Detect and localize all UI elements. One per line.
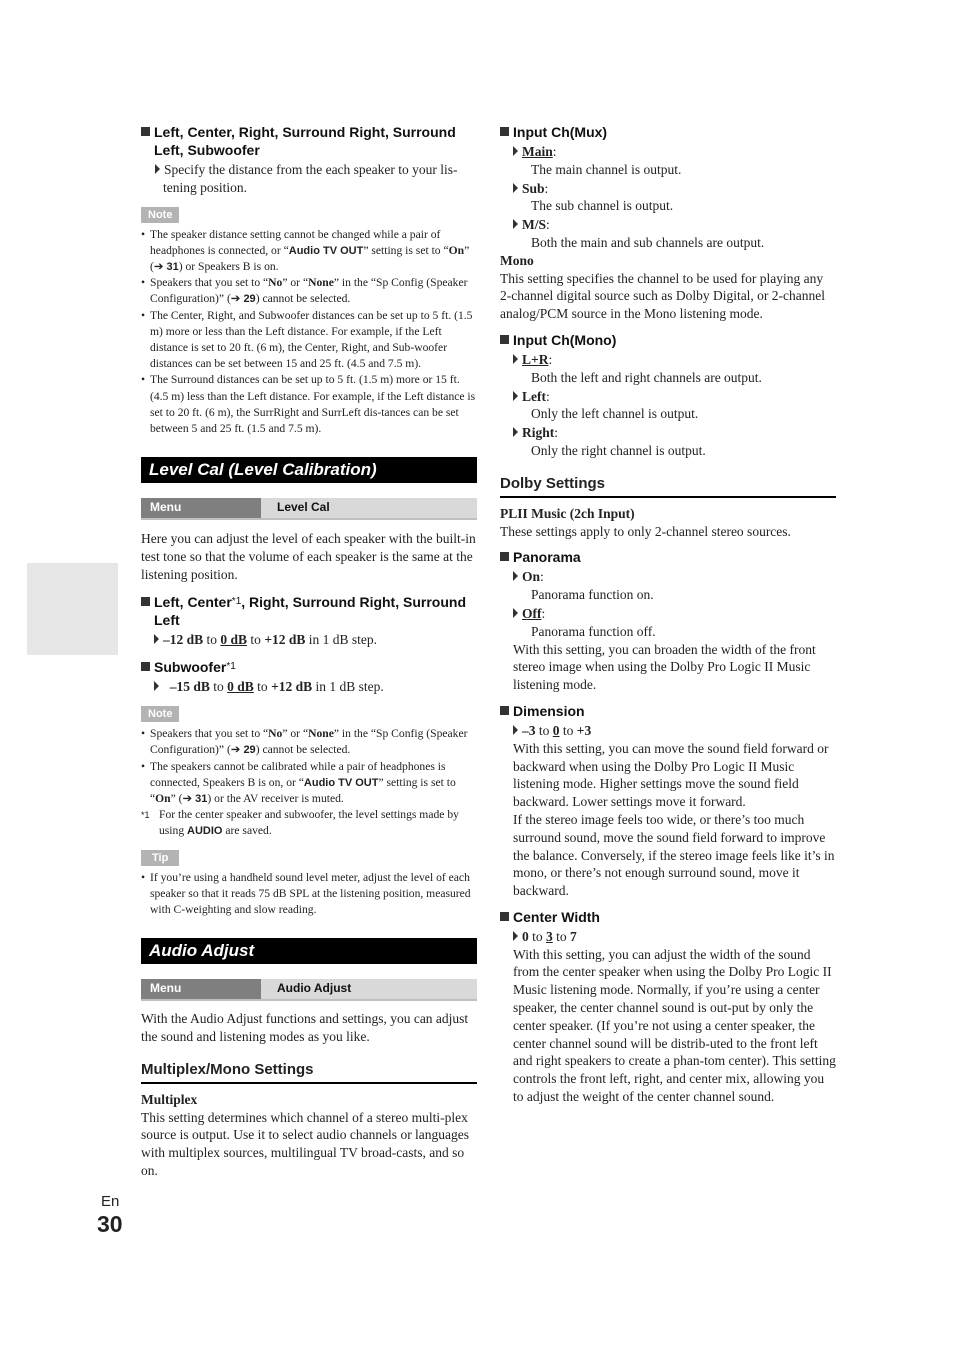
note-item: • The speakers cannot be calibrated while a pair of headphones is connected, Speakers B is on, or “Audio TV OUT” setting is set to “On” (➔ 31) or the AV receiver is muted. (141, 759, 456, 806)
dimension-desc2: If the stereo image feels too wide, or there’s too much surround sound, move the sound field forward to improve the balance. Conversely, if the stereo image feels like it’s in mono, or there’s not enough surround sound, move it backward. (513, 811, 835, 899)
multiplex-mono-heading: Multiplex/Mono Settings (141, 1060, 477, 1084)
note-badge: Note (141, 207, 179, 223)
left-column (141, 123, 477, 1180)
plii-desc: These settings apply to only 2-channel stereo sources. (500, 523, 791, 539)
footnote: *1 For the center speaker and subwoofer, the level settings made by using AUDIO are saved. (141, 808, 459, 838)
dimension-desc1: With this setting, you can move the sound field forward or backward when using the Dolby Pro Logic II Music listening mode. Higher settings move the sound field backward. Lower settings move it forward. (513, 740, 829, 810)
option-left-desc: Only the left channel is output. (531, 406, 699, 422)
arrow-icon (155, 164, 160, 174)
level-speakers-heading: Left, Center$^{*1}$, Right, Surround Right, Surround Left (141, 593, 477, 629)
option-ms-desc: Both the main and sub channels are output. (531, 234, 765, 250)
panorama-desc: With this setting, you can broaden the width of the front stereo image when using the Dolby Pro Logic II Music listening mode. (513, 641, 816, 693)
multiplex-desc: This setting determines which channel of a stereo multi-plex source is output. Use it to select audio channels or languages with multiplex sources, multilingual TV broad-casts, and so on. (141, 1109, 470, 1179)
tip-list (141, 870, 477, 919)
plii-subheading: PLII Music (2ch Input) (500, 505, 635, 521)
center-width-range: 0 to 3 to 7 (500, 928, 836, 946)
dimension-heading: Dimension (500, 702, 836, 720)
center-width-desc: With this setting, you can adjust the width of the sound from the center speaker when using the Dolby Pro Logic II Music listening mode. Normally, if you’re using a center speaker, the center channel sound is out-put by only the center speaker. (If you’re not using a center speaker, the center channel sound will be distrib-uted to the front left and right speakers to create a phan-tom center). This setting controls the front left, right, and center mix, allowing you to adjust the weight of the center channel sound. (513, 946, 836, 1105)
option-off: Off: (500, 605, 836, 623)
multiplex-subheading: Multiplex (141, 1091, 198, 1107)
mono-subheading: Mono (500, 252, 534, 268)
option-ms: M/S: (500, 216, 836, 234)
input-ch-mux-heading: Input Ch(Mux) (500, 123, 836, 141)
mono-desc: This setting specifies the channel to be used for playing any 2-channel digital source such as Dolby Digital, or 2-channel analog/PCM source in the Mono listening mode. (500, 270, 826, 322)
option-lr: L+R: (500, 351, 836, 369)
level-speakers-range: –12 dB to 0 dB to +12 dB in 1 dB step. (141, 631, 477, 649)
menu-path-level-cal: Menu Level Cal (141, 498, 477, 518)
speakers-heading: Left, Center, Right, Surround Right, Surround Left, Subwoofer (141, 123, 477, 159)
option-off-desc: Panorama function off. (531, 623, 656, 639)
note-item: • Speakers that you set to “No” or “None” in the “Sp Config (Speaker Configuration)” (➔ 29) cannot be selected. (141, 727, 468, 757)
right-column (500, 123, 836, 1106)
level-note-list (141, 726, 477, 839)
subwoofer-range: –15 dB to 0 dB to +12 dB in 1 dB step. (141, 678, 477, 696)
note-item: • Speakers that you set to “No” or “None” in the “Sp Config (Speaker Configuration)” (➔ 29) cannot be selected. (141, 276, 468, 306)
language-label: En (101, 1193, 120, 1210)
page-number (97, 1193, 123, 1237)
option-sub-desc: The sub channel is output. (531, 198, 674, 214)
menu-path-audio-adjust: Menu Audio Adjust (141, 979, 477, 999)
level-cal-intro: Here you can adjust the level of each speaker with the built-in test tone so that the volume of each speaker is the same at the listening position. (141, 531, 476, 582)
note-item: • The Surround distances can be set up to 5 ft. (1.5 m) more or 15 ft. (4.5 m) less than the Left distance. For example, if the Left distance is set to 20 ft. (6 m), the SurrRight and SurrLeft dis-tances can be set between 5 and 25 ft. (1.5 and 7.5 m). (141, 373, 476, 436)
audio-adjust-intro: With the Audio Adjust functions and settings, you can adjust the sound and listening modes as you like. (141, 1011, 469, 1045)
section-title-level-cal: Level Cal (Level Calibration) (141, 457, 477, 483)
note-item: • The speaker distance setting cannot be changed while a pair of headphones is connected, or “Audio TV OUT” setting is set to “On” (➔ 31) or Speakers B is on. (141, 227, 470, 273)
option-right-desc: Only the right channel is output. (531, 442, 706, 458)
option-right: Right: (500, 424, 836, 442)
panorama-heading: Panorama (500, 548, 836, 566)
section-title-audio-adjust: Audio Adjust (141, 938, 477, 964)
side-tab (27, 563, 118, 655)
tip-item: • If you’re using a handheld sound level meter, adjust the level of each speaker so that it reads 75 dB SPL at the listening position, measured with C-weighting and slow reading. (141, 870, 471, 917)
dimension-range: –3 to 0 to +3 (500, 722, 836, 740)
tip-badge: Tip (141, 850, 179, 866)
option-on: On: (500, 568, 836, 586)
note-list (141, 227, 477, 438)
note-item: • The Center, Right, and Subwoofer distances can be set up to 5 ft. (1.5 m) more or less than the Left distance. For example, if the Left distance is set to 20 ft. (6 m), the Center, Right, and Sub-woofer distances can be set between 15 and 25 ft. (4.5 and 7.5 m). (141, 308, 473, 371)
bullet-square-icon (141, 127, 150, 136)
input-ch-mono-heading: Input Ch(Mono) (500, 331, 836, 349)
option-on-desc: Panorama function on. (531, 587, 654, 603)
speakers-desc: Specify the distance from the each speaker to your lis-tening position. (141, 161, 477, 197)
option-sub: Sub: (500, 180, 836, 198)
option-main: Main: (500, 143, 836, 161)
option-left: Left: (500, 388, 836, 406)
dolby-settings-heading: Dolby Settings (500, 474, 836, 498)
center-width-heading: Center Width (500, 908, 836, 926)
option-main-desc: The main channel is output. (531, 161, 682, 177)
note-badge: Note (141, 706, 179, 722)
option-lr-desc: Both the left and right channels are output. (531, 369, 762, 385)
subwoofer-heading: Subwoofer$^{*1}$ (141, 658, 477, 676)
page-number-value: 30 (97, 1211, 123, 1237)
